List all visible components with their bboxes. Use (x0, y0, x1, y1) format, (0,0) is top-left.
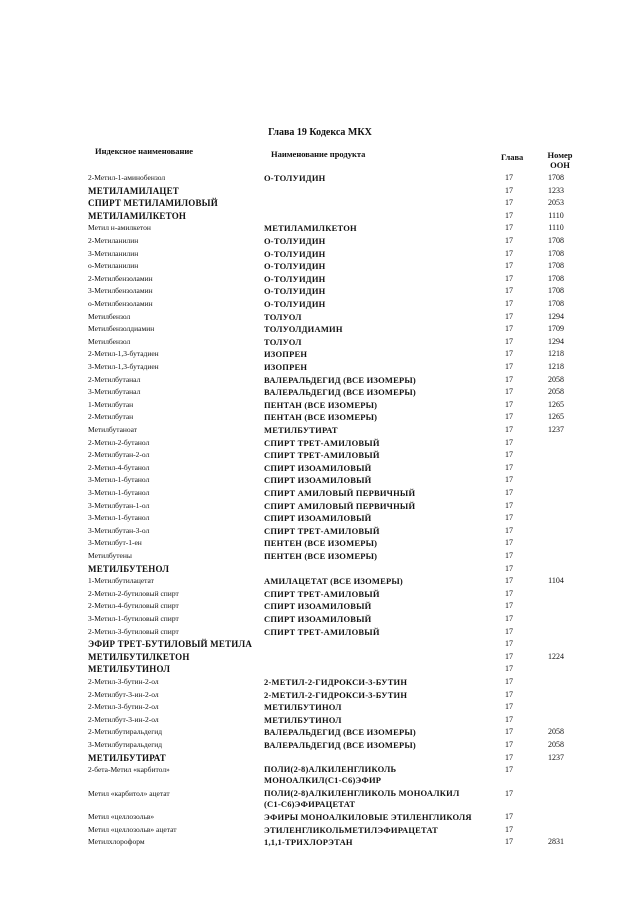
un-number-cell: 2053 (548, 198, 564, 208)
column-header-product-name: Наименование продукта (271, 149, 366, 159)
un-number-cell: 1708 (548, 299, 564, 308)
index-name-cell: Метилбензолдиамин (88, 324, 155, 334)
table-row (0, 726, 640, 738)
chapter-cell: 17 (505, 412, 513, 422)
table-row (0, 739, 640, 751)
index-name-cell: 3-Метилбутан-3-ол (88, 525, 150, 535)
index-name-cell: 3-Метиланилин (88, 248, 139, 258)
un-number-cell: 1294 (548, 311, 564, 321)
product-name-cell: СПИРТ ТРЕТ-АМИЛОВЫЙ (264, 437, 380, 448)
chapter-cell: 17 (505, 349, 513, 359)
table-row (0, 248, 640, 260)
un-number-cell: 1708 (548, 236, 564, 245)
chapter-cell: 17 (505, 336, 513, 346)
un-number-cell: 1294 (548, 336, 564, 346)
table-row (0, 172, 640, 184)
chapter-cell: 17 (505, 765, 513, 775)
un-number-cell: 2058 (548, 387, 564, 397)
table-row (0, 575, 640, 587)
table-row (0, 361, 640, 373)
un-number-cell: 2058 (548, 727, 564, 737)
chapter-cell: 17 (505, 210, 513, 220)
product-name-cell: ПЕНТЕН (ВСЕ ИЗОМЕРЫ) (264, 538, 378, 549)
index-name-cell: Метил н-амилкетон (88, 223, 151, 233)
chapter-cell: 17 (505, 387, 513, 397)
un-number-cell: 2831 (548, 837, 564, 847)
table-row (0, 462, 640, 474)
table-row (0, 752, 640, 764)
table-row (0, 235, 640, 247)
chapter-cell: 17 (505, 261, 513, 271)
product-name-cell: ИЗОПРЕН (264, 362, 308, 372)
product-name-cell (264, 788, 460, 810)
un-number-cell: 1224 (548, 651, 564, 661)
chapter-cell: 17 (505, 362, 513, 371)
product-name-cell: 2-МЕТИЛ-2-ГИДРОКСИ-3-БУТИН (264, 689, 408, 700)
product-name-cell: ИЗОПРЕН (264, 349, 308, 360)
index-name-cell: 1-Метилбутилацетат (88, 576, 154, 586)
un-number-cell: 2058 (548, 374, 564, 384)
index-name-cell: 3-Метил-1-бутиловый спирт (88, 614, 179, 623)
table-row (0, 411, 640, 423)
chapter-cell: 17 (505, 727, 513, 737)
table-row (0, 525, 640, 537)
table-row (0, 374, 640, 386)
chapter-cell: 17 (505, 286, 513, 296)
product-name-cell: СПИРТ ИЗОАМИЛОВЫЙ (264, 475, 372, 486)
index-name-cell: 3-Метилбензоламин (88, 286, 153, 296)
chapter-cell: 17 (505, 173, 513, 182)
table-row (0, 588, 640, 600)
index-name-cell: 2-Метил-1-аминобензол (88, 173, 166, 182)
table-row (0, 600, 640, 612)
chapter-cell: 17 (505, 425, 513, 434)
index-name-cell: Метилбензол (88, 336, 131, 346)
table-row (0, 285, 640, 297)
product-name-cell: ВАЛЕРАЛЬДЕГИД (ВСЕ ИЗОМЕРЫ) (264, 740, 416, 750)
table-row (0, 399, 640, 411)
un-number-cell: 1218 (548, 349, 564, 359)
index-name-cell: 3-Метил-1,3-бутадиен (88, 362, 159, 371)
index-name-cell: 2-Метилбут-3-ин-2-ол (88, 689, 159, 699)
product-name-cell: ТОЛУОЛДИАМИН (264, 324, 343, 335)
column-header-chapter: Глава (501, 152, 524, 162)
chapter-cell: 17 (505, 788, 513, 798)
table-row (0, 563, 640, 575)
index-name-cell: 2-Метилбутан (88, 412, 134, 422)
chapter-cell: 17 (505, 299, 513, 308)
product-name-cell: О-ТОЛУИДИН (264, 173, 326, 183)
index-name-cell: 2-Метил-2-бутиловый спирт (88, 588, 179, 598)
table-row (0, 386, 640, 398)
product-name-cell: ТОЛУОЛ (264, 336, 302, 347)
index-name-cell: 3-Метилбутан-1-ол (88, 500, 150, 510)
table-row (0, 811, 640, 823)
chapter-cell: 17 (505, 437, 513, 447)
column-header-index-name: Индексное наименование (95, 146, 194, 156)
index-name-cell: Метилбутены (88, 551, 132, 560)
index-name-cell: 2-Метилбутиральдегид (88, 727, 163, 737)
un-number-cell: 1218 (548, 362, 564, 371)
chapter-cell: 17 (505, 752, 513, 762)
table-row (0, 663, 640, 675)
chapter-cell: 17 (505, 651, 513, 661)
index-name-cell: 2-бета-Метил «карбитол» (88, 765, 170, 775)
product-name-line: ПОЛИ(2-8)АЛКИЛЕНГЛИКОЛЬ (264, 764, 397, 775)
product-name-cell: СПИРТ АМИЛОВЫЙ ПЕРВИЧНЫЙ (264, 500, 416, 511)
product-name-cell: ЭФИРЫ МОНОАЛКИЛОВЫЕ ЭТИЛЕНГЛИКОЛЯ (264, 812, 472, 823)
product-name-cell: МЕТИЛБУТИНОЛ (264, 714, 342, 725)
table-row (0, 787, 640, 809)
table-row (0, 348, 640, 360)
table-row (0, 676, 640, 688)
chapter-cell: 17 (505, 639, 513, 649)
index-name-cell: 1-Метилбутан (88, 399, 134, 409)
un-number-cell: 1237 (548, 425, 564, 434)
product-name-cell: О-ТОЛУИДИН (264, 236, 326, 246)
index-name-cell: 3-Метил-1-бутанол (88, 513, 150, 523)
table-row (0, 222, 640, 234)
un-number-cell: 2058 (548, 740, 564, 749)
chapter-cell: 17 (505, 525, 513, 535)
index-name-cell: МЕТИЛАМИЛКЕТОН (88, 210, 187, 221)
table-row (0, 550, 640, 562)
index-name-cell: 2-Метил-4-бутанол (88, 462, 150, 472)
product-name-cell: 2-МЕТИЛ-2-ГИДРОКСИ-3-БУТИН (264, 677, 408, 687)
page-title: Глава 19 Кодекса МКХ (268, 127, 372, 138)
table-row (0, 260, 640, 272)
chapter-cell: 17 (505, 475, 513, 485)
index-name-cell: Метилбутаноат (88, 425, 138, 434)
table-row (0, 764, 640, 786)
index-name-cell: ЭФИР ТРЕТ-БУТИЛОВЫЙ МЕТИЛА (88, 639, 253, 650)
chapter-cell: 17 (505, 689, 513, 699)
chapter-cell: 17 (505, 626, 513, 636)
chapter-cell: 17 (505, 311, 513, 321)
chapter-cell: 17 (505, 223, 513, 233)
table-row (0, 701, 640, 713)
table-row (0, 474, 640, 486)
product-name-cell: МЕТИЛБУТИНОЛ (264, 702, 342, 713)
un-number-cell: 1110 (548, 223, 564, 233)
table-row (0, 500, 640, 512)
table-row (0, 449, 640, 461)
product-name-cell: СПИРТ АМИЛОВЫЙ ПЕРВИЧНЫЙ (264, 488, 416, 498)
product-name-cell: СПИРТ ИЗОАМИЛОВЫЙ (264, 513, 372, 524)
chapter-cell: 17 (505, 513, 513, 523)
table-row (0, 638, 640, 650)
table-row (0, 197, 640, 209)
product-name-cell: МЕТИЛБУТИРАТ (264, 425, 338, 435)
index-name-cell: 2-Метил-2-бутанол (88, 437, 150, 447)
un-number-cell: 1233 (548, 185, 564, 195)
index-name-cell: 2-Метилбутанал (88, 374, 141, 384)
table-row (0, 651, 640, 663)
un-number-cell: 1265 (548, 412, 564, 422)
product-name-cell: СПИРТ ТРЕТ-АМИЛОВЫЙ (264, 588, 380, 599)
chapter-cell: 17 (505, 450, 513, 460)
table-row (0, 613, 640, 625)
chapter-cell: 17 (505, 324, 513, 334)
chapter-cell: 17 (505, 551, 513, 560)
index-name-cell: СПИРТ МЕТИЛАМИЛОВЫЙ (88, 198, 218, 209)
chapter-cell: 17 (505, 185, 513, 195)
un-number-cell: 1265 (548, 399, 564, 409)
product-name-cell: СПИРТ ИЗОАМИЛОВЫЙ (264, 614, 372, 624)
product-name-cell: О-ТОЛУИДИН (264, 299, 326, 309)
product-name-cell: О-ТОЛУИДИН (264, 261, 326, 272)
product-name-cell: ЭТИЛЕНГЛИКОЛЬМЕТИЛЭФИРАЦЕТАТ (264, 824, 438, 835)
index-name-cell: МЕТИЛБУТЕНОЛ (88, 563, 170, 574)
column-header-un-line2: ООН (550, 160, 570, 170)
table-row (0, 424, 640, 436)
chapter-cell: 17 (505, 714, 513, 724)
index-name-cell: 2-Метил-1,3-бутадиен (88, 349, 159, 359)
product-name-line: ПОЛИ(2-8)АЛКИЛЕНГЛИКОЛЬ МОНОАЛКИЛ (264, 787, 460, 798)
table-row (0, 626, 640, 638)
product-name-cell: ВАЛЕРАЛЬДЕГИД (ВСЕ ИЗОМЕРЫ) (264, 374, 416, 385)
table-row (0, 512, 640, 524)
index-name-cell: 2-Метиланилин (88, 236, 139, 245)
product-name-cell: СПИРТ ТРЕТ-АМИЛОВЫЙ (264, 626, 380, 637)
un-number-cell: 1708 (548, 248, 564, 258)
index-name-cell: 2-Метил-3-бутин-2-ол (88, 702, 159, 712)
chapter-cell: 17 (505, 399, 513, 409)
product-name-cell: СПИРТ ИЗОАМИЛОВЫЙ (264, 462, 372, 473)
index-name-cell: МЕТИЛАМИЛАЦЕТ (88, 185, 180, 196)
chapter-cell: 17 (505, 462, 513, 472)
table-row (0, 714, 640, 726)
chapter-cell: 17 (505, 614, 513, 623)
index-name-cell: о-Метиланилин (88, 261, 139, 271)
un-number-cell: 1110 (548, 210, 564, 220)
product-name-cell: МЕТИЛАМИЛКЕТОН (264, 223, 357, 234)
un-number-cell: 1708 (548, 286, 564, 296)
index-name-cell: 3-Метил-1-бутанол (88, 488, 150, 497)
product-name-cell: ВАЛЕРАЛЬДЕГИД (ВСЕ ИЗОМЕРЫ) (264, 727, 416, 738)
chapter-cell: 17 (505, 824, 513, 834)
chapter-cell: 17 (505, 664, 513, 674)
product-name-cell: ПЕНТАН (ВСЕ ИЗОМЕРЫ) (264, 412, 378, 423)
index-name-cell: Метил «целлозольв» (88, 812, 155, 822)
chapter-cell: 17 (505, 273, 513, 283)
product-name-cell: О-ТОЛУИДИН (264, 248, 326, 259)
un-number-cell: 1708 (548, 261, 564, 271)
product-name-cell: ПЕНТЕН (ВСЕ ИЗОМЕРЫ) (264, 551, 378, 561)
index-name-cell: 3-Метилбутиральдегид (88, 740, 163, 749)
chapter-cell: 17 (505, 500, 513, 510)
index-name-cell: 3-Метилбут-1-ен (88, 538, 142, 548)
chapter-cell: 17 (505, 198, 513, 208)
table-row (0, 689, 640, 701)
product-name-cell: АМИЛАЦЕТАТ (ВСЕ ИЗОМЕРЫ) (264, 576, 403, 587)
index-name-cell: 2-Метилбензоламин (88, 273, 153, 283)
product-name-line: МОНОАЛКИЛ(С1-С6)ЭФИР (264, 775, 382, 786)
table-row (0, 336, 640, 348)
chapter-cell: 17 (505, 236, 513, 245)
product-name-cell: СПИРТ ТРЕТ-АМИЛОВЫЙ (264, 450, 380, 461)
index-name-cell: 3-Метил-1-бутанол (88, 475, 150, 485)
product-name-cell: ПЕНТАН (ВСЕ ИЗОМЕРЫ) (264, 399, 378, 410)
index-name-cell: Метил «целлозольв» ацетат (88, 824, 177, 834)
chapter-cell: 17 (505, 374, 513, 384)
chapter-cell: 17 (505, 812, 513, 822)
index-name-cell: 2-Метил-3-бутин-2-ол (88, 677, 159, 686)
un-number-cell: 1708 (548, 173, 564, 182)
product-name-cell: ВАЛЕРАЛЬДЕГИД (ВСЕ ИЗОМЕРЫ) (264, 387, 416, 398)
product-name-cell: ТОЛУОЛ (264, 311, 302, 322)
chapter-cell: 17 (505, 702, 513, 712)
index-name-cell: о-Метилбензоламин (88, 299, 153, 308)
index-name-cell: МЕТИЛБУТИНОЛ (88, 664, 171, 675)
table-row (0, 487, 640, 499)
product-name-cell: О-ТОЛУИДИН (264, 286, 326, 297)
product-name-cell: СПИРТ ИЗОАМИЛОВЫЙ (264, 601, 372, 612)
column-header-un-number (540, 150, 580, 170)
chapter-cell: 17 (505, 563, 513, 573)
chapter-cell: 17 (505, 576, 513, 586)
table-row (0, 537, 640, 549)
table-row (0, 437, 640, 449)
chapter-cell: 17 (505, 488, 513, 497)
table-row (0, 273, 640, 285)
chapter-cell: 17 (505, 588, 513, 598)
product-name-cell: О-ТОЛУИДИН (264, 273, 326, 284)
index-name-cell: 3-Метилбутанал (88, 387, 141, 397)
chapter-cell: 17 (505, 601, 513, 611)
un-number-cell: 1708 (548, 273, 564, 283)
table-row (0, 824, 640, 836)
index-name-cell: 2-Метилбут-3-ин-2-ол (88, 714, 159, 724)
index-name-cell: МЕТИЛБУТИРАТ (88, 752, 166, 763)
table-row (0, 185, 640, 197)
un-number-cell: 1237 (548, 752, 564, 762)
table-row (0, 836, 640, 848)
index-name-cell: 2-Метил-4-бутиловый спирт (88, 601, 179, 611)
index-name-cell: 2-Метилбутан-2-ол (88, 450, 150, 460)
chapter-cell: 17 (505, 677, 513, 686)
chapter-cell: 17 (505, 740, 513, 749)
index-name-cell: Метил «карбитол» ацетат (88, 788, 170, 798)
index-name-cell: Метилхлороформ (88, 837, 145, 847)
un-number-cell: 1104 (548, 576, 564, 586)
column-header-un-line1: Номер (547, 150, 573, 160)
table-row (0, 311, 640, 323)
product-name-cell: 1,1,1-ТРИХЛОРЭТАН (264, 837, 353, 848)
chapter-cell: 17 (505, 248, 513, 258)
product-name-line: (С1-С6)ЭФИРАЦЕТАТ (264, 798, 356, 809)
un-number-cell: 1709 (548, 324, 564, 334)
table-row (0, 323, 640, 335)
chapter-cell: 17 (505, 837, 513, 847)
product-name-cell: СПИРТ ТРЕТ-АМИЛОВЫЙ (264, 525, 380, 536)
product-name-cell (264, 764, 396, 786)
chapter-cell: 17 (505, 538, 513, 548)
index-name-cell: МЕТИЛБУТИЛКЕТОН (88, 651, 190, 662)
index-name-cell: 2-Метил-3-бутиловый спирт (88, 626, 179, 636)
table-row (0, 210, 640, 222)
table-row (0, 298, 640, 310)
index-name-cell: Метилбензол (88, 311, 131, 321)
